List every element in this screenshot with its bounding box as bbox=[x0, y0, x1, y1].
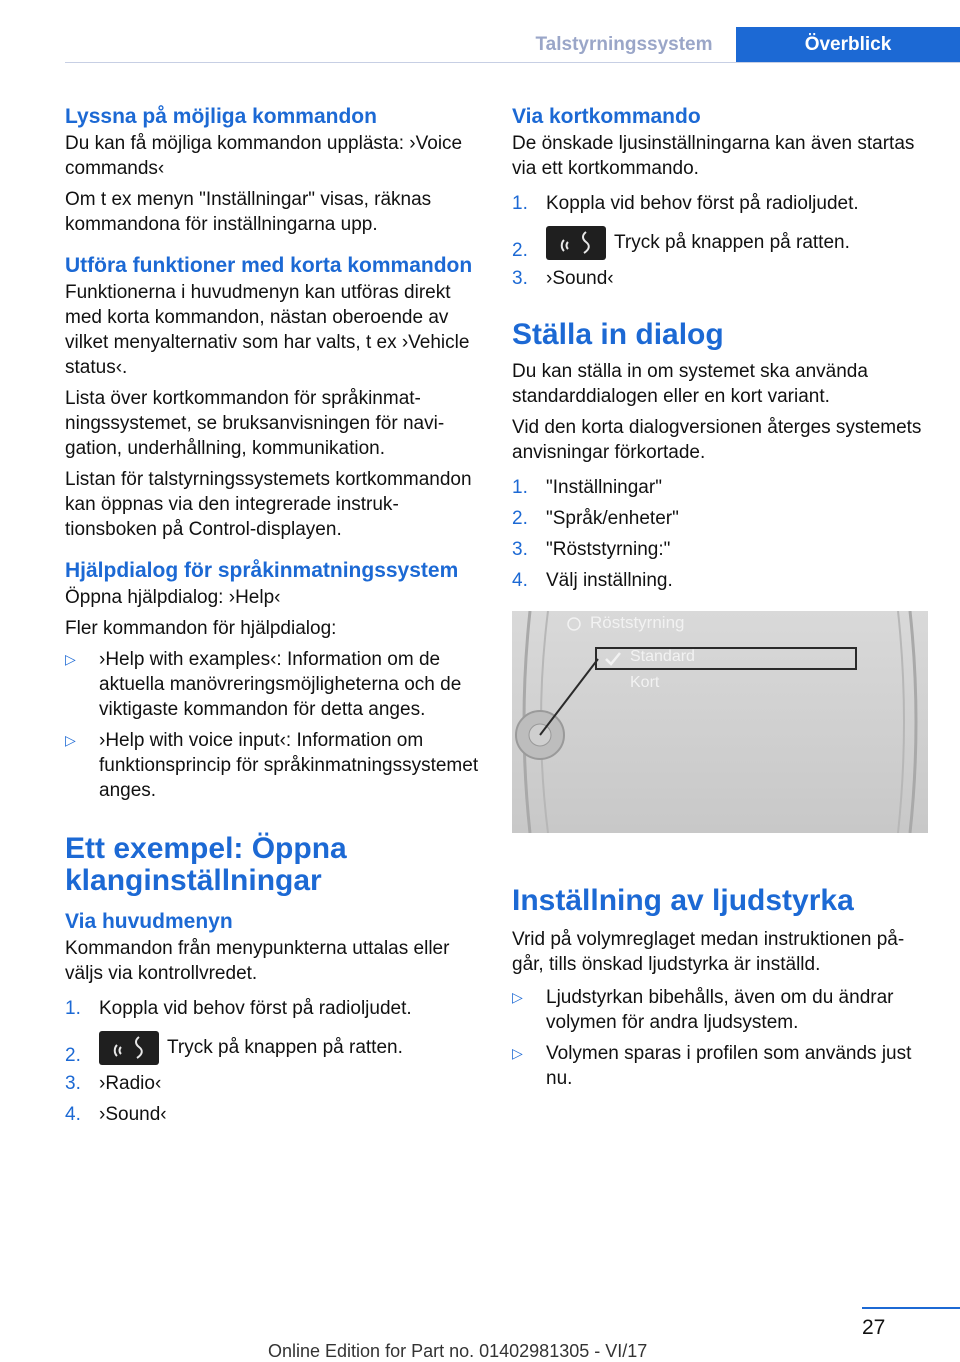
list-item: ▷ Volymen sparas i profilen som används just nu. bbox=[512, 1043, 912, 1089]
heading-example: Ett exempel: Öppna klanginställningar bbox=[65, 832, 347, 897]
paragraph: Vrid på volymreglaget medan instruktionen pågår, tills önskad ljudstyrka är inställd. bbox=[512, 929, 905, 975]
paragraph: Du kan få möjliga kommandon upplästa: ›Voice commands‹ bbox=[65, 133, 463, 179]
bullet-triangle-icon: ▷ bbox=[512, 989, 523, 1005]
list-item: 1. Koppla vid behov först på radioljudet. bbox=[512, 193, 859, 214]
list-item: 4. ›Sound‹ bbox=[65, 1104, 167, 1125]
volume-list bbox=[512, 985, 928, 1091]
right-column bbox=[512, 104, 928, 1091]
display-screenshot bbox=[512, 611, 928, 833]
voice-button-icon bbox=[99, 1031, 159, 1065]
left-column bbox=[65, 104, 481, 1127]
bullet-triangle-icon: ▷ bbox=[512, 1045, 523, 1061]
paragraph: Lista över kortkommandon för språkinmatningssystemet, se bruksanvisningen för navigation, underhållning, kommunikation. bbox=[65, 388, 445, 459]
voice-button-icon bbox=[546, 226, 606, 260]
heading-short-command: Via kortkommando bbox=[512, 105, 701, 128]
page-number: 27 bbox=[862, 1316, 886, 1339]
paragraph: Kommandon från menypunkterna uttalas eller väljs via kontrollvredet. bbox=[65, 938, 450, 984]
paragraph: Vid den korta dialogversionen återges systemets anvisningar förkortade. bbox=[512, 417, 922, 463]
heading-listen: Lyssna på möjliga kommandon bbox=[65, 105, 377, 128]
list-item: 2. Tryck på knappen på ratten. bbox=[65, 1031, 481, 1065]
paragraph: Fler kommandon för hjälpdialog: bbox=[65, 618, 337, 639]
paragraph: Du kan ställa in om systemet ska använda standarddialogen eller en kort variant. bbox=[512, 361, 868, 407]
help-list bbox=[65, 647, 481, 803]
header-section: Talstyrningssystem bbox=[535, 33, 713, 55]
steps-list bbox=[65, 996, 481, 1127]
heading-help-dialog: Hjälpdialog för språkinmatningssystem bbox=[65, 559, 459, 582]
heading-volume: Inställning av ljudstyrka bbox=[512, 884, 854, 917]
list-item: 1. "Inställningar" bbox=[512, 477, 662, 498]
screen-option-standard: Standard bbox=[630, 648, 695, 665]
list-item: 3. "Röststyrning:" bbox=[512, 539, 671, 560]
list-item: 3. ›Sound‹ bbox=[512, 268, 614, 289]
dialog-steps-list bbox=[512, 475, 928, 593]
footer-divider bbox=[862, 1307, 960, 1309]
paragraph: Funktionerna i huvudmenyn kan utföras direkt med korta kommandon, nästan oberoende av vilket menyalternativ som har valts, t ex ›Vehicle status‹. bbox=[65, 282, 470, 378]
paragraph: Öppna hjälpdialog: ›Help‹ bbox=[65, 587, 281, 608]
list-item: 4. Välj inställning. bbox=[512, 570, 673, 591]
paragraph: Listan för talstyrningssystemets kortkommandon kan öppnas via den integrerade instruktionsboken på Control-displayen. bbox=[65, 469, 472, 540]
screen-title: Röststyrning bbox=[590, 613, 685, 632]
header-divider bbox=[65, 62, 960, 63]
list-item: ▷ ›Help with voice input‹: Information om funktionsprincip för språkinmatningssystemet anges. bbox=[65, 730, 479, 801]
edition-label: Online Edition for Part no. 01402981305 - VI/17 bbox=[268, 1341, 648, 1361]
list-item: 1. Koppla vid behov först på radioljudet. bbox=[65, 998, 412, 1019]
bullet-triangle-icon: ▷ bbox=[65, 651, 76, 667]
heading-dialog: Ställa in dialog bbox=[512, 318, 724, 351]
list-item: ▷ ›Help with examples‹: Information om de aktuella manövreringsmöjligheterna och de viktigaste kommandon för detta anges. bbox=[65, 649, 462, 720]
bullet-triangle-icon: ▷ bbox=[65, 732, 76, 748]
heading-main-menu: Via huvudmenyn bbox=[65, 910, 233, 933]
paragraph: Om t ex menyn "Inställningar" visas, räknas kommandona för inställningarna upp. bbox=[65, 189, 432, 235]
list-item: 3. ›Radio‹ bbox=[65, 1073, 162, 1094]
screen-option-short: Kort bbox=[630, 674, 660, 691]
header-tab-active: Överblick bbox=[736, 27, 960, 62]
list-item: 2. Tryck på knappen på ratten. bbox=[512, 226, 928, 260]
heading-short-commands: Utföra funktioner med korta kommandon bbox=[65, 254, 473, 277]
paragraph: De önskade ljusinställningarna kan även startas via ett kortkommando. bbox=[512, 133, 915, 179]
list-item: ▷ Ljudstyrkan bibehålls, även om du ändrar volymen för andra ljudsystem. bbox=[512, 987, 894, 1033]
steps-list bbox=[512, 191, 928, 291]
list-item: 2. "Språk/enheter" bbox=[512, 508, 679, 529]
